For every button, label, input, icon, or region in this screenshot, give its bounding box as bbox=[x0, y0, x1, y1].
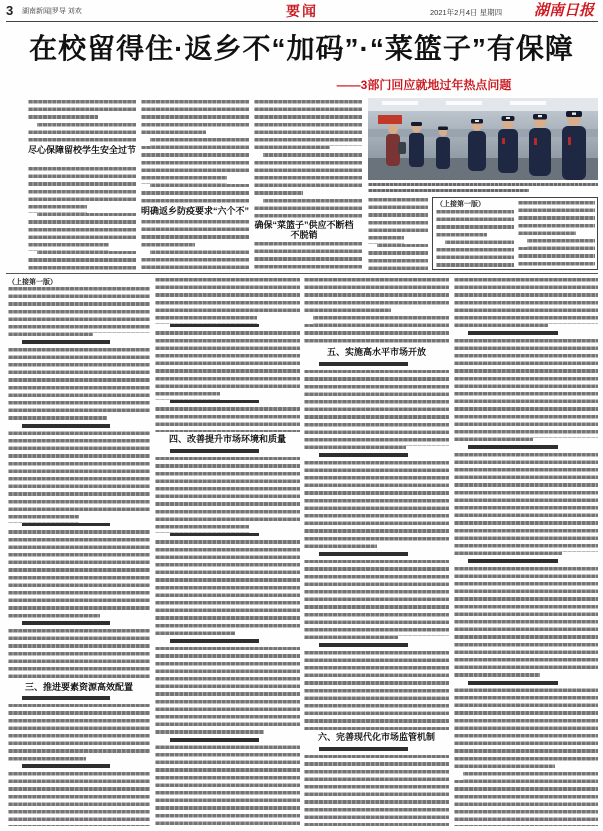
section-title: 要闻 bbox=[286, 3, 318, 19]
subheading-line bbox=[304, 643, 449, 651]
paragraph-end bbox=[377, 544, 450, 552]
paragraph-end bbox=[555, 764, 598, 772]
body-text-block bbox=[454, 278, 598, 826]
paragraph-indent bbox=[28, 123, 37, 131]
subheading-3: 确保“菜篮子”供应不断档不脱销 bbox=[254, 220, 354, 240]
body-text-block bbox=[28, 167, 136, 270]
paragraph-indent bbox=[141, 250, 150, 258]
paragraph-end bbox=[257, 316, 301, 324]
page-meta: 湖南新闻|罗导 刘欢 bbox=[22, 8, 82, 15]
paragraph-end bbox=[540, 673, 598, 681]
paragraph-end bbox=[562, 552, 598, 560]
paragraph-indent bbox=[28, 213, 37, 221]
body-text-block bbox=[254, 100, 362, 218]
subheading-line bbox=[155, 533, 300, 541]
section-heading-4: 四、改善提升市场环境和质量 bbox=[168, 434, 286, 444]
news-photo-image bbox=[368, 98, 598, 180]
paragraph-end bbox=[107, 416, 150, 424]
subheading-line bbox=[454, 559, 598, 567]
masthead-logo: 湖南日报 bbox=[534, 3, 595, 19]
paragraph-end bbox=[533, 438, 598, 446]
subheading-line bbox=[155, 449, 300, 457]
photo-caption bbox=[368, 183, 598, 194]
section-heading-6: 六、完善现代化市场监管机制 bbox=[317, 732, 435, 742]
subheading-line bbox=[155, 324, 300, 332]
paragraph-end bbox=[195, 243, 249, 251]
issue-date: 2021年2月4日 星期四 bbox=[430, 8, 503, 17]
paragraph-end bbox=[220, 392, 300, 400]
subheading-line bbox=[8, 764, 150, 772]
section-divider bbox=[6, 273, 598, 274]
paragraph-indent bbox=[28, 251, 37, 259]
paragraph-indent bbox=[254, 199, 263, 207]
paragraph-end bbox=[404, 236, 428, 244]
paragraph-end bbox=[398, 636, 449, 644]
subheading-line bbox=[304, 747, 449, 755]
subheading-2: 明确返乡防疫要求“六个不” bbox=[141, 206, 249, 216]
body-text-block bbox=[8, 696, 150, 826]
subheading-line bbox=[304, 552, 449, 560]
paragraph-end bbox=[86, 757, 150, 765]
body-text-block bbox=[141, 220, 249, 270]
body-text-block bbox=[368, 198, 428, 270]
paragraph-indent bbox=[436, 240, 445, 248]
paragraph-end bbox=[235, 631, 300, 639]
subheading-1: 尽心保障留校学生安全过节 bbox=[28, 145, 136, 155]
body-text-block bbox=[141, 100, 249, 204]
paragraph-end bbox=[87, 205, 136, 213]
subheading-line bbox=[8, 340, 150, 348]
subheading-line bbox=[8, 424, 150, 432]
paragraph-indent bbox=[368, 244, 377, 252]
subheading-line bbox=[155, 639, 300, 647]
subheading-line bbox=[8, 523, 150, 531]
news-photo bbox=[368, 98, 598, 180]
paragraph-end bbox=[79, 515, 150, 523]
paragraph-end bbox=[206, 130, 249, 138]
section-heading-5: 五、实施高水平市场开放 bbox=[326, 347, 426, 357]
paragraph-end bbox=[548, 324, 598, 332]
body-text-block bbox=[8, 287, 150, 680]
continued-label: （上接第一版） bbox=[436, 201, 485, 208]
paragraph-end bbox=[249, 525, 300, 533]
body-text-block bbox=[304, 278, 449, 345]
subheading-line bbox=[304, 453, 449, 461]
subheading-line bbox=[454, 331, 598, 339]
paragraph-end bbox=[227, 176, 249, 184]
paragraph-end bbox=[93, 333, 150, 341]
paragraph-end bbox=[330, 146, 362, 154]
section-heading-3: 三、推进要素资源高效配置 bbox=[24, 682, 133, 692]
paragraph-end bbox=[303, 191, 362, 199]
continued-label: （上接第一版） bbox=[8, 279, 57, 286]
paragraph-end bbox=[100, 614, 150, 622]
continued-box bbox=[432, 197, 598, 270]
paragraph-indent bbox=[141, 138, 150, 146]
headline: 在校留得住·返乡不“加码”·“菜篮子”有保障 bbox=[29, 33, 574, 64]
page-number: 3 bbox=[6, 3, 14, 18]
subtitle: ——3部门回应就地过年热点问题 bbox=[336, 78, 512, 92]
paragraph-end bbox=[391, 308, 449, 316]
paragraph-end bbox=[576, 231, 595, 239]
body-text-block bbox=[304, 747, 449, 826]
body-text-block bbox=[254, 242, 362, 270]
body-text-block bbox=[304, 362, 449, 730]
paragraph-end bbox=[264, 730, 300, 738]
subheading-line bbox=[8, 621, 150, 629]
paragraph-indent bbox=[254, 153, 263, 161]
paragraph-end bbox=[109, 243, 136, 251]
subheading-line bbox=[454, 445, 598, 453]
body-text-block bbox=[28, 100, 136, 143]
paragraph-indent bbox=[141, 184, 150, 192]
subheading-line bbox=[155, 738, 300, 746]
subheading-line bbox=[454, 681, 598, 689]
subheading-line bbox=[304, 362, 449, 370]
body-text-block bbox=[155, 278, 300, 432]
paragraph-indent bbox=[304, 316, 313, 324]
paragraph-indent bbox=[518, 239, 527, 247]
paragraph-indent bbox=[454, 772, 463, 780]
body-text-block bbox=[518, 201, 595, 268]
paragraph-end bbox=[406, 446, 450, 454]
subheading-line bbox=[155, 400, 300, 408]
paragraph-end bbox=[487, 233, 514, 241]
subheading-line bbox=[8, 696, 150, 704]
caption-end bbox=[529, 189, 598, 194]
header-rule bbox=[6, 21, 598, 22]
body-text-block bbox=[155, 449, 300, 826]
paragraph-end bbox=[98, 115, 136, 123]
body-text-block bbox=[436, 210, 514, 268]
